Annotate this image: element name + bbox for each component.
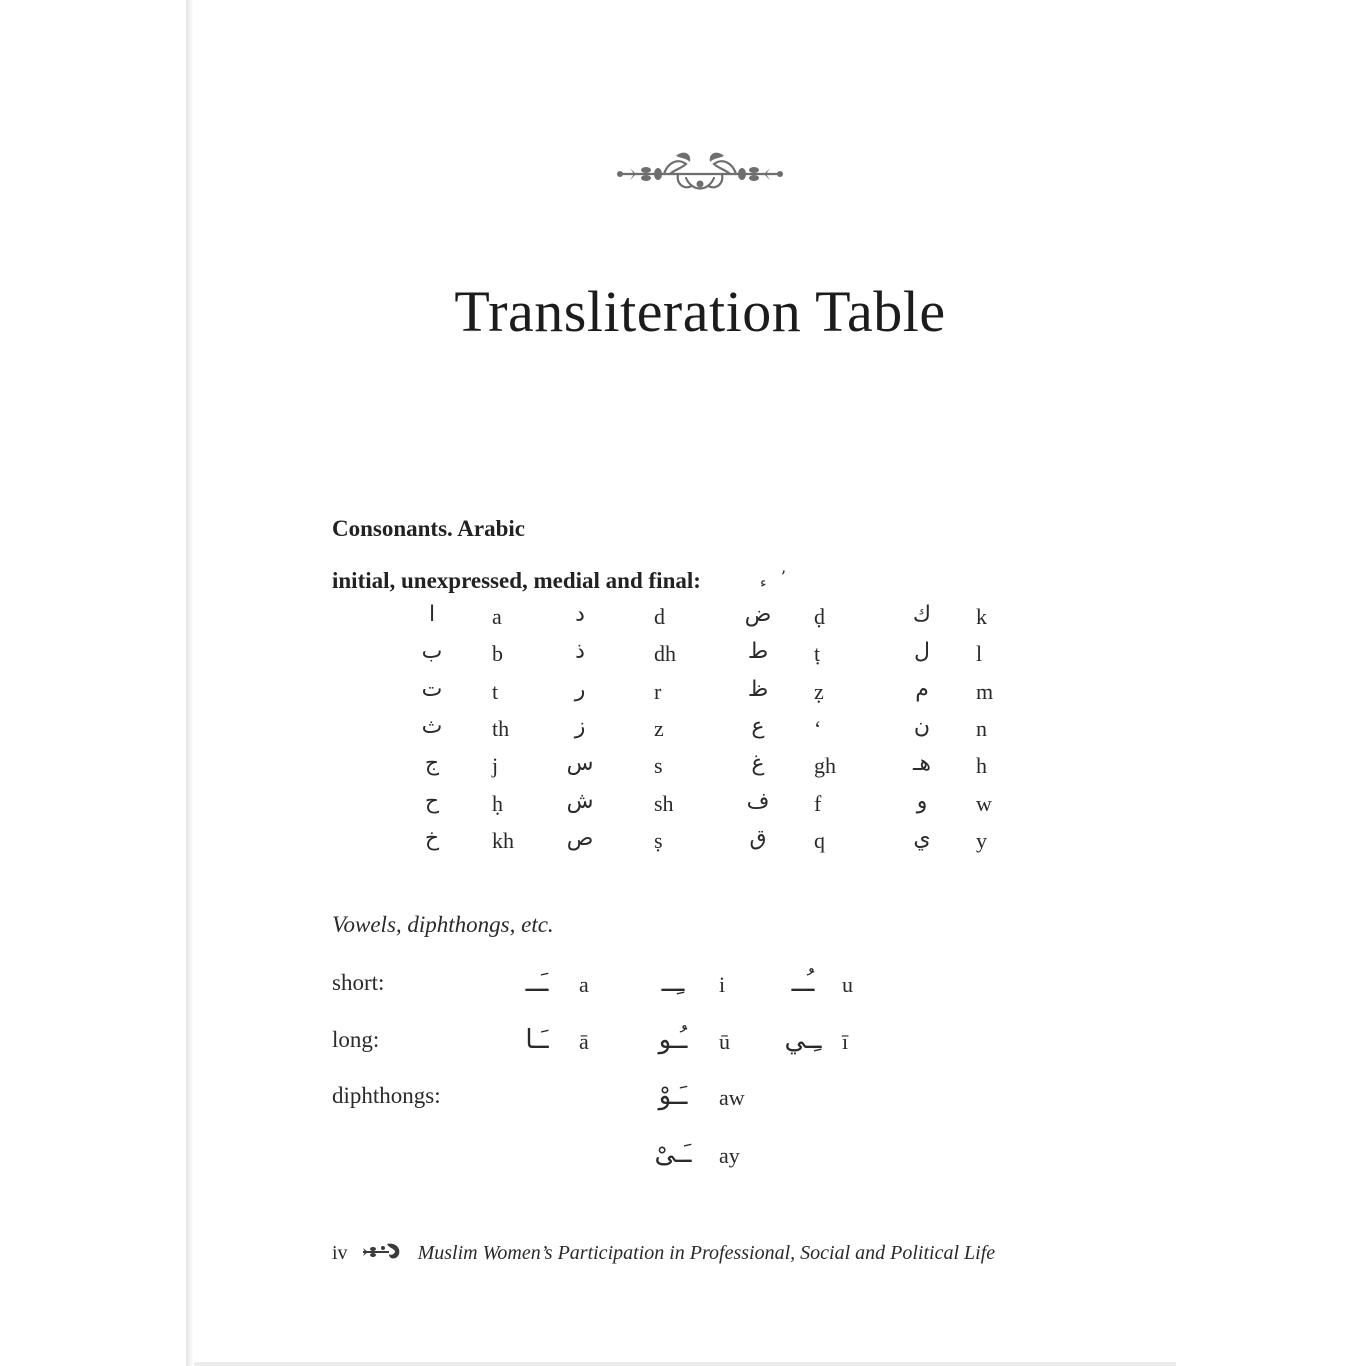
latin-transliteration: d — [654, 604, 665, 629]
latin-transliteration: l — [976, 641, 983, 667]
page-footer — [332, 1242, 995, 1265]
arabic-letter: ع — [751, 713, 765, 739]
long-vowel-latin: ū — [719, 1029, 730, 1054]
short-vowel-sign: ـَــ — [525, 968, 549, 998]
arabic-letter: ي — [913, 825, 931, 851]
latin-transliteration: j — [492, 753, 499, 779]
arabic-letter: ب — [421, 639, 443, 665]
arabic-letter: ن — [913, 713, 931, 739]
latin-transliteration: r — [654, 678, 662, 704]
hamza-marks — [760, 568, 786, 591]
page-bottom-edge — [194, 1362, 1176, 1366]
latin-transliteration: y — [976, 827, 987, 853]
page-title: Transliteration Table — [454, 279, 946, 344]
diphthong-vowel-latin: aw — [719, 1085, 745, 1110]
long-vowel-sign: ـُـو — [658, 1025, 688, 1055]
latin-transliteration: ẓ — [814, 678, 824, 704]
arabic-letter: و — [916, 788, 928, 814]
arabic-letter: د — [575, 602, 585, 627]
latin-transliteration: m — [976, 678, 994, 704]
arabic-letter: ف — [746, 788, 770, 814]
hamza-latin: ’ — [780, 568, 786, 588]
long-vowels-label: long: — [332, 1027, 380, 1052]
latin-transliteration: dh — [654, 641, 676, 667]
arabic-letter: م — [915, 676, 929, 702]
arabic-letter: ت — [421, 676, 443, 702]
short-vowel-latin: a — [579, 972, 589, 997]
arabic-letter: ق — [749, 825, 767, 851]
latin-transliteration: ḥ — [492, 790, 503, 816]
latin-transliteration: t — [492, 678, 499, 704]
latin-transliteration: f — [814, 790, 822, 816]
latin-transliteration: ḍ — [814, 604, 825, 629]
floral-ornament-icon — [612, 148, 788, 200]
latin-transliteration: ṣ — [654, 827, 663, 853]
long-vowel-sign: ـِـي — [784, 1025, 822, 1055]
arabic-letter: ص — [566, 825, 594, 851]
arabic-letter: ا — [428, 602, 436, 627]
latin-transliteration: h — [976, 753, 987, 779]
latin-transliteration: th — [492, 715, 510, 741]
vowels-heading: Vowels, diphthongs, etc. — [332, 912, 554, 937]
latin-transliteration: q — [814, 827, 825, 853]
diphthongs-label: diphthongs: — [332, 1083, 441, 1108]
arabic-letter: ط — [747, 639, 769, 665]
arabic-letter: ظ — [747, 676, 769, 702]
latin-transliteration: k — [976, 604, 987, 629]
page-number: iv — [332, 1242, 348, 1264]
arabic-letter: غ — [751, 751, 765, 777]
page-edge-shadow — [186, 0, 194, 1366]
short-vowel-sign: ـِــ — [661, 968, 685, 998]
arabic-letter: ش — [566, 788, 594, 814]
latin-transliteration: a — [492, 604, 502, 629]
short-vowels-label: short: — [332, 970, 385, 995]
leaf-ornament-icon — [361, 1242, 405, 1262]
long-vowel-sign: ـَـا — [525, 1025, 549, 1055]
arabic-letter: ك — [912, 602, 932, 627]
running-title: Muslim Women’s Participation in Professional, Social and Political Life — [417, 1242, 996, 1264]
latin-transliteration: kh — [492, 827, 514, 853]
arabic-letter: ث — [421, 713, 443, 739]
diphthong-vowel-sign: ـَـىْ — [654, 1139, 692, 1169]
latin-transliteration: b — [492, 641, 503, 667]
latin-transliteration: ‘ — [814, 715, 822, 741]
arabic-letter: هـ — [912, 751, 932, 777]
arabic-letter: ذ — [575, 639, 585, 665]
hamza-arabic: ء — [760, 575, 767, 591]
latin-transliteration: gh — [814, 753, 836, 779]
short-vowel-latin: i — [719, 972, 726, 997]
short-vowel-sign: ـُــ — [791, 968, 815, 998]
arabic-letter: ح — [424, 788, 440, 814]
arabic-letter: خ — [424, 825, 440, 851]
latin-transliteration: sh — [654, 790, 674, 816]
arabic-letter: ل — [914, 639, 930, 665]
arabic-letter: س — [566, 751, 594, 777]
short-vowel-latin: u — [842, 972, 853, 997]
latin-transliteration: s — [654, 753, 663, 779]
diphthong-vowel-sign: ـَـوْ — [658, 1081, 688, 1111]
latin-transliteration: w — [976, 790, 992, 816]
long-vowel-latin: ī — [842, 1029, 849, 1054]
latin-transliteration: z — [654, 715, 664, 741]
latin-transliteration: ṭ — [814, 641, 821, 667]
hamza-label: initial, unexpressed, medial and final: — [332, 568, 701, 593]
arabic-letter: ز — [574, 713, 586, 739]
arabic-letter: ر — [574, 676, 586, 702]
consonant-table — [421, 602, 1030, 876]
consonants-heading: Consonants. Arabic — [332, 516, 525, 541]
latin-transliteration: n — [976, 715, 987, 741]
arabic-letter: ض — [744, 602, 772, 627]
long-vowel-latin: ā — [579, 1029, 589, 1054]
arabic-letter: ج — [424, 751, 440, 777]
diphthong-vowel-latin: ay — [719, 1143, 740, 1168]
